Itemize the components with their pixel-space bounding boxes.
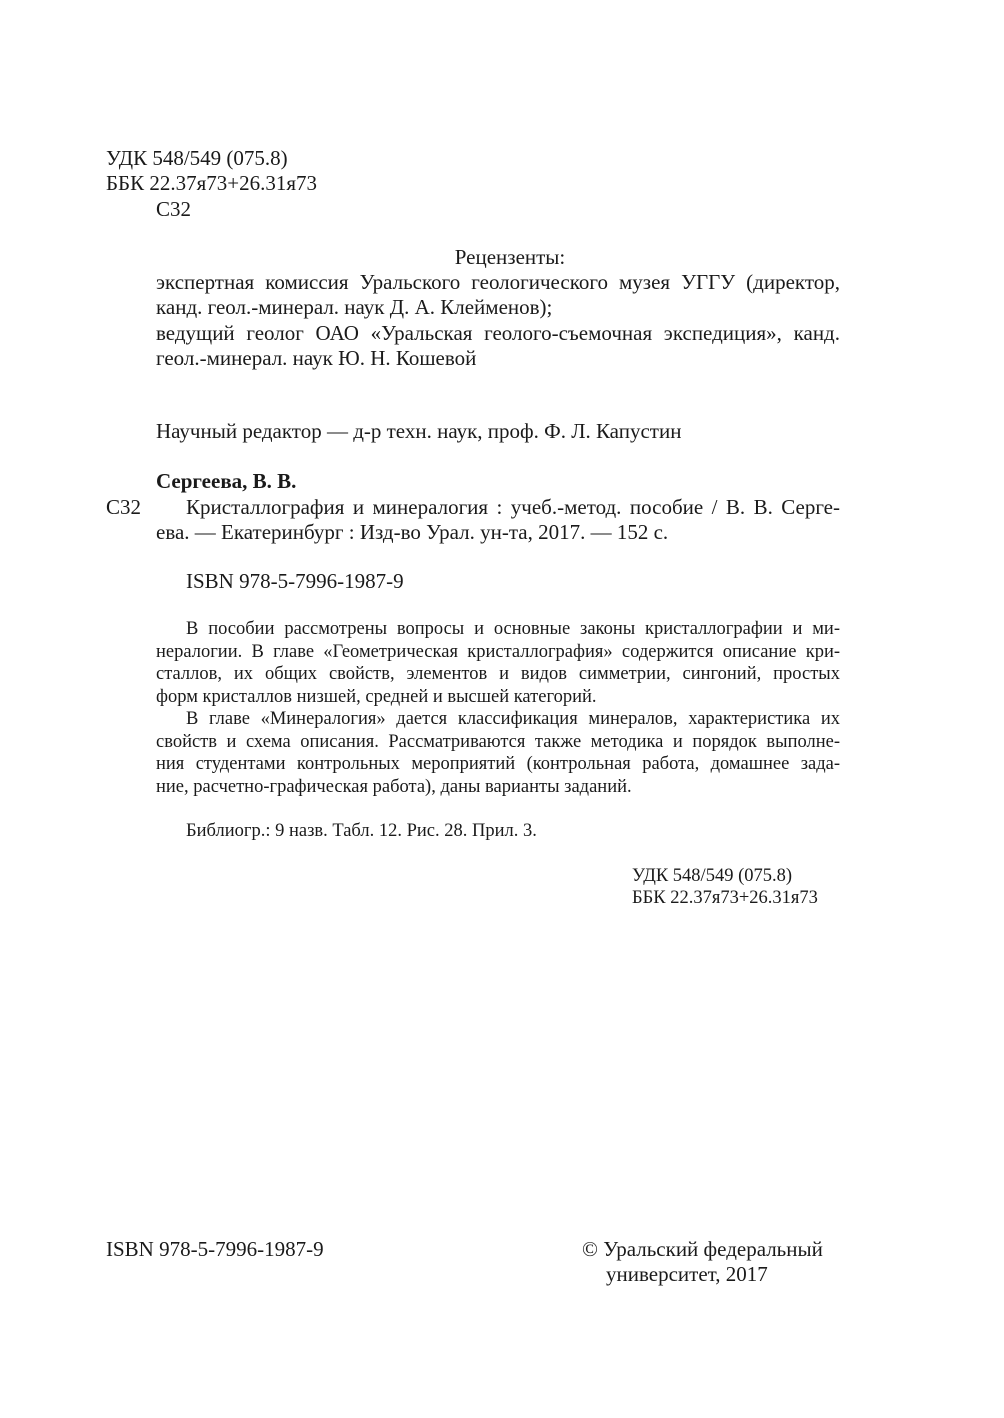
abstract-line: нералогии. В главе «Геометрическая кристаллография» содержится описание кри- [156,642,840,662]
entry-isbn: ISBN 978-5-7996-1987-9 [186,569,404,593]
udk-code: УДК 548/549 (075.8) [106,146,288,170]
footer-udk-code: УДК 548/549 (075.8) [632,866,793,886]
entry-author: Сергеева, В. В. [156,469,297,493]
reviewers-line: экспертная комиссия Уральского геологического музея УГГУ (директор, [156,270,840,294]
reviewers-line: канд. геол.-минерал. наук Д. А. Клейменов); [156,295,553,319]
copyright-line: университет, 2017 [606,1262,768,1286]
abstract-line: ние, расчетно-графическая работа), даны варианты заданий. [156,777,632,797]
abstract-line: свойств и схема описания. Рассматриваются также методика и порядок выполне- [156,732,840,752]
copyright-line: © Уральский федеральный [582,1237,823,1261]
bottom-isbn: ISBN 978-5-7996-1987-9 [106,1237,324,1261]
author-sign-code: С32 [156,197,192,221]
scientific-editor: Научный редактор — д-р техн. наук, проф. Ф. Л. Капустин [156,419,682,443]
abstract-line: форм кристаллов низшей, средней и высшей категорий. [156,687,597,707]
footer-bbk-code: ББК 22.37я73+26.31я73 [632,888,818,908]
entry-title-line: ева. — Екатеринбург : Изд-во Урал. ун-та, 2017. — 152 с. [156,520,669,544]
entry-title-line: Кристаллография и минералогия : учеб.-метод. пособие / В. В. Серге- [186,495,840,519]
abstract-line: В главе «Минералогия» дается классификация минералов, характеристика их [186,709,840,729]
bbk-code: ББК 22.37я73+26.31я73 [106,171,318,195]
reviewers-title: Рецензенты: [454,245,566,269]
abstract-line: В пособии рассмотрены вопросы и основные законы кристаллографии и ми- [186,619,840,639]
abstract-line: сталлов, их общих свойств, элементов и видов симметрии, сингоний, простых [156,664,840,684]
abstract-line: ния студентами контрольных мероприятий (контрольная работа, домашнее зада- [156,754,840,774]
reviewers-line: ведущий геолог ОАО «Уральская геолого-съемочная экспедиция», канд. [156,321,840,345]
entry-code: С32 [106,495,142,519]
bibliography-note: Библиогр.: 9 назв. Табл. 12. Рис. 28. Прил. 3. [186,821,537,841]
reviewers-line: геол.-минерал. наук Ю. Н. Кошевой [156,346,477,370]
